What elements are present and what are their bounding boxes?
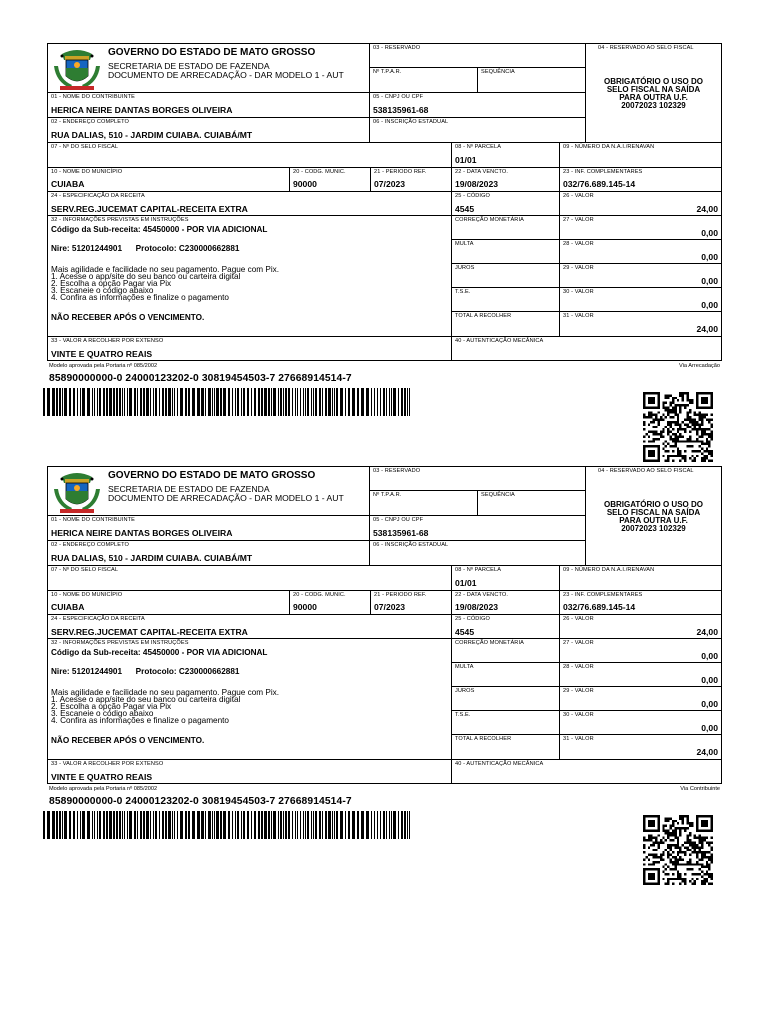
valor26-label: 26 - VALOR bbox=[563, 616, 594, 622]
periodo-value: 07/2023 bbox=[374, 179, 406, 189]
tpar-label: Nº T.P.A.R. bbox=[373, 69, 402, 75]
codigo-value: 4545 bbox=[455, 204, 475, 214]
inscricao-label: 06 - INSCRIÇÃO ESTADUAL bbox=[373, 119, 449, 125]
pix-line-5: 4. Confira as informações e finalize o pagamento bbox=[51, 716, 229, 725]
extenso-value: VINTE E QUATRO REAIS bbox=[51, 349, 153, 359]
selo-numero-label: 07 - Nº DO SELO FISCAL bbox=[51, 144, 119, 150]
municipio-cell bbox=[47, 591, 290, 615]
total-label: TOTAL A RECOLHER bbox=[455, 736, 512, 742]
header-block bbox=[47, 43, 370, 93]
valor29-cell bbox=[560, 264, 722, 288]
valor29-value: 0,00 bbox=[701, 699, 718, 709]
juros-cell bbox=[452, 264, 560, 288]
codmunic-label: 20 - CODG. MUNIC. bbox=[293, 169, 346, 175]
barcode-image bbox=[43, 811, 412, 839]
linha-digitavel: 85890000000-0 24000123202-0 30819454503-7 27668914514-7 bbox=[49, 796, 352, 807]
juros-label: JUROS bbox=[455, 265, 475, 271]
nai-label: 09 - NÚMERO DA N.A.I./RENAVAN bbox=[563, 567, 655, 573]
pix-line-2: 1. Acesse o app/site do seu banco ou carteira digital bbox=[51, 695, 241, 704]
reservado-03-cell bbox=[370, 43, 586, 68]
subreceita-text: Código da Sub-receita: 45450000 - POR VIA ADICIONAL bbox=[51, 648, 268, 657]
contribuinte-label: 01 - NOME DO CONTRIBUINTE bbox=[51, 94, 135, 100]
vencto-cell bbox=[452, 168, 560, 192]
inscricao-label: 06 - INSCRIÇÃO ESTADUAL bbox=[373, 542, 449, 548]
header-title: GOVERNO DO ESTADO DE MATO GROSSO bbox=[108, 470, 316, 481]
nire-protocolo-text: Nire: 51201244901 Protocolo: C230000662881 bbox=[51, 244, 240, 253]
valor28-cell bbox=[560, 663, 722, 687]
inscricao-cell bbox=[370, 541, 586, 566]
header-subtitle-line2: DOCUMENTO DE ARRECADAÇÃO - DAR MODELO 1 - AUT bbox=[108, 493, 344, 503]
selo-numero-cell bbox=[47, 143, 452, 168]
autenticacao-label: 40 - AUTENTICAÇÃO MECÂNICA bbox=[455, 761, 544, 767]
pix-line-5: 4. Confira as informações e finalize o pagamento bbox=[51, 293, 229, 302]
endereco-value: RUA DALIAS, 510 - JARDIM CUIABA. CUIABÁ/MT bbox=[51, 553, 253, 563]
valor31-label: 31 - VALOR bbox=[563, 313, 594, 319]
infcomp-value: 032/76.689.145-14 bbox=[563, 602, 636, 612]
especificacao-cell bbox=[47, 615, 452, 639]
municipio-label: 10 - NOME DO MUNICÍPIO bbox=[51, 592, 123, 598]
municipio-value: CUIABA bbox=[51, 602, 85, 612]
reservado-03-cell bbox=[370, 466, 586, 491]
pix-line-2: 1. Acesse o app/site do seu banco ou carteira digital bbox=[51, 272, 241, 281]
selo-line-2: SELO FISCAL NA SAÍDA bbox=[606, 85, 701, 94]
codmunic-value: 90000 bbox=[293, 179, 317, 189]
parcela-value: 01/01 bbox=[455, 155, 477, 165]
autenticacao-cell bbox=[452, 337, 722, 361]
infcomp-label: 23 - INF. COMPLEMENTARES bbox=[563, 169, 643, 175]
header-subtitle bbox=[108, 62, 344, 80]
sequencia-label: SEQUÊNCIA bbox=[481, 492, 515, 498]
cnpj-cell bbox=[370, 516, 586, 541]
sequencia-label: SEQUÊNCIA bbox=[481, 69, 515, 75]
valor27-label: 27 - VALOR bbox=[563, 217, 594, 223]
valor30-cell bbox=[560, 711, 722, 735]
extenso-label: 33 - VALOR A RECOLHER POR EXTENSO bbox=[51, 761, 164, 767]
contribuinte-value: HERICA NEIRE DANTAS BORGES OLIVEIRA bbox=[51, 528, 233, 538]
multa-cell bbox=[452, 663, 560, 687]
contribuinte-value: HERICA NEIRE DANTAS BORGES OLIVEIRA bbox=[51, 105, 233, 115]
informacoes-label: 32 - INFORMAÇÕES PREVISTAS EM INSTRUÇÕES bbox=[51, 217, 189, 223]
valor29-label: 29 - VALOR bbox=[563, 688, 594, 694]
valor29-cell bbox=[560, 687, 722, 711]
reservado-04-label: 04 - RESERVADO AO SELO FISCAL bbox=[598, 468, 694, 474]
especificacao-label: 24 - ESPECIFICAÇÃO DA RECEITA bbox=[51, 616, 145, 622]
valor27-cell bbox=[560, 216, 722, 240]
endereco-cell bbox=[47, 118, 370, 143]
via-text: Via Contribuinte bbox=[680, 786, 720, 792]
periodo-value: 07/2023 bbox=[374, 602, 406, 612]
especificacao-cell bbox=[47, 192, 452, 216]
valor27-value: 0,00 bbox=[701, 228, 718, 238]
valor26-cell bbox=[560, 615, 722, 639]
barcode-image bbox=[43, 388, 412, 416]
valor26-cell bbox=[560, 192, 722, 216]
cnpj-label: 05 - CNPJ OU CPF bbox=[373, 517, 424, 523]
endereco-label: 02 - ENDEREÇO COMPLETO bbox=[51, 119, 129, 125]
valor29-value: 0,00 bbox=[701, 276, 718, 286]
periodo-cell bbox=[371, 168, 452, 192]
total-cell bbox=[452, 735, 560, 760]
multa-cell bbox=[452, 240, 560, 264]
selo-line-2: SELO FISCAL NA SAÍDA bbox=[606, 508, 701, 517]
coat-of-arms-logo bbox=[52, 48, 102, 92]
infcomp-label: 23 - INF. COMPLEMENTARES bbox=[563, 592, 643, 598]
codigo-label: 25 - CÓDIGO bbox=[455, 616, 490, 622]
valor26-value: 24,00 bbox=[696, 627, 718, 637]
valor26-label: 26 - VALOR bbox=[563, 193, 594, 199]
via-text: Via Arrecadação bbox=[679, 363, 720, 369]
parcela-cell bbox=[452, 566, 560, 591]
valor29-label: 29 - VALOR bbox=[563, 265, 594, 271]
valor30-label: 30 - VALOR bbox=[563, 712, 594, 718]
pix-line-1: Mais agilidade e facilidade no seu pagamento. Pague com Pix. bbox=[51, 265, 280, 274]
vencto-value: 19/08/2023 bbox=[455, 179, 499, 189]
parcela-label: 08 - Nº PARCELA bbox=[455, 144, 502, 150]
extenso-cell bbox=[47, 337, 452, 361]
infcomp-value: 032/76.689.145-14 bbox=[563, 179, 636, 189]
extenso-label: 33 - VALOR A RECOLHER POR EXTENSO bbox=[51, 338, 164, 344]
valor27-label: 27 - VALOR bbox=[563, 640, 594, 646]
codmunic-label: 20 - CODG. MUNIC. bbox=[293, 592, 346, 598]
selo-line-3: PARA OUTRA U.F. bbox=[619, 93, 688, 102]
pix-line-3: 2. Escolha a opção Pagar via Pix bbox=[51, 279, 172, 288]
sequencia-cell bbox=[478, 491, 586, 516]
informacoes-cell bbox=[47, 639, 452, 760]
valor31-cell bbox=[560, 735, 722, 760]
valor28-label: 28 - VALOR bbox=[563, 664, 594, 670]
selo-fiscal-cell bbox=[586, 43, 722, 143]
juros-label: JUROS bbox=[455, 688, 475, 694]
selo-line-1: OBRIGATÓRIO O USO DO bbox=[604, 77, 703, 86]
selo-numero-cell bbox=[47, 566, 452, 591]
pix-line-1: Mais agilidade e facilidade no seu pagamento. Pague com Pix. bbox=[51, 688, 280, 697]
valor27-cell bbox=[560, 639, 722, 663]
infcomp-cell bbox=[560, 591, 722, 615]
tpar-cell bbox=[370, 68, 478, 93]
pix-line-3: 2. Escolha a opção Pagar via Pix bbox=[51, 702, 172, 711]
vencto-value: 19/08/2023 bbox=[455, 602, 499, 612]
codigo-label: 25 - CÓDIGO bbox=[455, 193, 490, 199]
infcomp-cell bbox=[560, 168, 722, 192]
valor31-cell bbox=[560, 312, 722, 337]
valor30-value: 0,00 bbox=[701, 300, 718, 310]
coat-of-arms-logo bbox=[52, 471, 102, 515]
nai-label: 09 - NÚMERO DA N.A.I./RENAVAN bbox=[563, 144, 655, 150]
valor28-value: 0,00 bbox=[701, 252, 718, 262]
periodo-cell bbox=[371, 591, 452, 615]
endereco-label: 02 - ENDEREÇO COMPLETO bbox=[51, 542, 129, 548]
tse-label: T.S.E. bbox=[455, 712, 471, 718]
valor31-label: 31 - VALOR bbox=[563, 736, 594, 742]
total-label: TOTAL A RECOLHER bbox=[455, 313, 512, 319]
header-subtitle-line1: SECRETARIA DE ESTADO DE FAZENDA bbox=[108, 61, 270, 71]
codigo-cell bbox=[452, 615, 560, 639]
vencto-label: 22 - DATA VENCTO. bbox=[455, 592, 508, 598]
selo-numero-label: 07 - Nº DO SELO FISCAL bbox=[51, 567, 119, 573]
selo-line-4: 20072023 102329 bbox=[621, 524, 686, 533]
especificacao-value: SERV.REG.JUCEMAT CAPITAL-RECEITA EXTRA bbox=[51, 627, 248, 637]
modelo-portaria-text: Modelo aprovada pela Portaria nº 085/2002 bbox=[49, 363, 158, 369]
cnpj-label: 05 - CNPJ OU CPF bbox=[373, 94, 424, 100]
header-subtitle-line1: SECRETARIA DE ESTADO DE FAZENDA bbox=[108, 484, 270, 494]
especificacao-value: SERV.REG.JUCEMAT CAPITAL-RECEITA EXTRA bbox=[51, 204, 248, 214]
valor28-cell bbox=[560, 240, 722, 264]
valor31-value: 24,00 bbox=[696, 324, 718, 334]
aviso-text: NÃO RECEBER APÓS O VENCIMENTO. bbox=[51, 736, 205, 745]
aviso-text: NÃO RECEBER APÓS O VENCIMENTO. bbox=[51, 313, 205, 322]
periodo-label: 21 - PERIODO REF. bbox=[374, 169, 427, 175]
correcao-cell bbox=[452, 639, 560, 663]
municipio-label: 10 - NOME DO MUNICÍPIO bbox=[51, 169, 123, 175]
valor26-value: 24,00 bbox=[696, 204, 718, 214]
parcela-label: 08 - Nº PARCELA bbox=[455, 567, 502, 573]
header-title: GOVERNO DO ESTADO DE MATO GROSSO bbox=[108, 47, 316, 58]
vencto-cell bbox=[452, 591, 560, 615]
header-subtitle-line2: DOCUMENTO DE ARRECADAÇÃO - DAR MODELO 1 - AUT bbox=[108, 70, 344, 80]
contribuinte-cell bbox=[47, 93, 370, 118]
juros-cell bbox=[452, 687, 560, 711]
selo-line-4: 20072023 102329 bbox=[621, 101, 686, 110]
valor30-value: 0,00 bbox=[701, 723, 718, 733]
valor31-value: 24,00 bbox=[696, 747, 718, 757]
codmunic-cell bbox=[290, 168, 371, 192]
codigo-cell bbox=[452, 192, 560, 216]
nire-protocolo-text: Nire: 51201244901 Protocolo: C230000662881 bbox=[51, 667, 240, 676]
periodo-label: 21 - PERIODO REF. bbox=[374, 592, 427, 598]
valor30-label: 30 - VALOR bbox=[563, 289, 594, 295]
tse-cell bbox=[452, 711, 560, 735]
extenso-cell bbox=[47, 760, 452, 784]
municipio-value: CUIABA bbox=[51, 179, 85, 189]
header-block bbox=[47, 466, 370, 516]
tse-label: T.S.E. bbox=[455, 289, 471, 295]
autenticacao-label: 40 - AUTENTICAÇÃO MECÂNICA bbox=[455, 338, 544, 344]
contribuinte-cell bbox=[47, 516, 370, 541]
vencto-label: 22 - DATA VENCTO. bbox=[455, 169, 508, 175]
pix-line-4: 3. Escaneie o código abaixo bbox=[51, 709, 154, 718]
nai-cell bbox=[560, 143, 722, 168]
especificacao-label: 24 - ESPECIFICAÇÃO DA RECEITA bbox=[51, 193, 145, 199]
informacoes-cell bbox=[47, 216, 452, 337]
selo-line-3: PARA OUTRA U.F. bbox=[619, 516, 688, 525]
valor30-cell bbox=[560, 288, 722, 312]
contribuinte-label: 01 - NOME DO CONTRIBUINTE bbox=[51, 517, 135, 523]
valor28-label: 28 - VALOR bbox=[563, 241, 594, 247]
endereco-cell bbox=[47, 541, 370, 566]
reservado-03-label: 03 - RESERVADO bbox=[373, 45, 421, 51]
endereco-value: RUA DALIAS, 510 - JARDIM CUIABA. CUIABÁ/MT bbox=[51, 130, 253, 140]
correcao-label: CORREÇÃO MONETÁRIA bbox=[455, 217, 524, 223]
pix-line-4: 3. Escaneie o código abaixo bbox=[51, 286, 154, 295]
linha-digitavel: 85890000000-0 24000123202-0 30819454503-7 27668914514-7 bbox=[49, 373, 352, 384]
valor27-value: 0,00 bbox=[701, 651, 718, 661]
parcela-cell bbox=[452, 143, 560, 168]
nai-cell bbox=[560, 566, 722, 591]
inscricao-cell bbox=[370, 118, 586, 143]
tpar-cell bbox=[370, 491, 478, 516]
informacoes-label: 32 - INFORMAÇÕES PREVISTAS EM INSTRUÇÕES bbox=[51, 640, 189, 646]
multa-label: MULTA bbox=[455, 664, 474, 670]
selo-fiscal-cell bbox=[586, 466, 722, 566]
municipio-cell bbox=[47, 168, 290, 192]
codigo-value: 4545 bbox=[455, 627, 475, 637]
sequencia-cell bbox=[478, 68, 586, 93]
codmunic-cell bbox=[290, 591, 371, 615]
extenso-value: VINTE E QUATRO REAIS bbox=[51, 772, 153, 782]
correcao-label: CORREÇÃO MONETÁRIA bbox=[455, 640, 524, 646]
valor28-value: 0,00 bbox=[701, 675, 718, 685]
total-cell bbox=[452, 312, 560, 337]
cnpj-cell bbox=[370, 93, 586, 118]
correcao-cell bbox=[452, 216, 560, 240]
reservado-03-label: 03 - RESERVADO bbox=[373, 468, 421, 474]
cnpj-value: 538135961-68 bbox=[373, 528, 429, 538]
cnpj-value: 538135961-68 bbox=[373, 105, 429, 115]
header-subtitle bbox=[108, 485, 344, 503]
tpar-label: Nº T.P.A.R. bbox=[373, 492, 402, 498]
pix-qr-code bbox=[643, 815, 713, 885]
autenticacao-cell bbox=[452, 760, 722, 784]
codmunic-value: 90000 bbox=[293, 602, 317, 612]
pix-qr-code bbox=[643, 392, 713, 462]
selo-line-1: OBRIGATÓRIO O USO DO bbox=[604, 500, 703, 509]
reservado-04-label: 04 - RESERVADO AO SELO FISCAL bbox=[598, 45, 694, 51]
modelo-portaria-text: Modelo aprovada pela Portaria nº 085/2002 bbox=[49, 786, 158, 792]
subreceita-text: Código da Sub-receita: 45450000 - POR VIA ADICIONAL bbox=[51, 225, 268, 234]
parcela-value: 01/01 bbox=[455, 578, 477, 588]
multa-label: MULTA bbox=[455, 241, 474, 247]
tse-cell bbox=[452, 288, 560, 312]
